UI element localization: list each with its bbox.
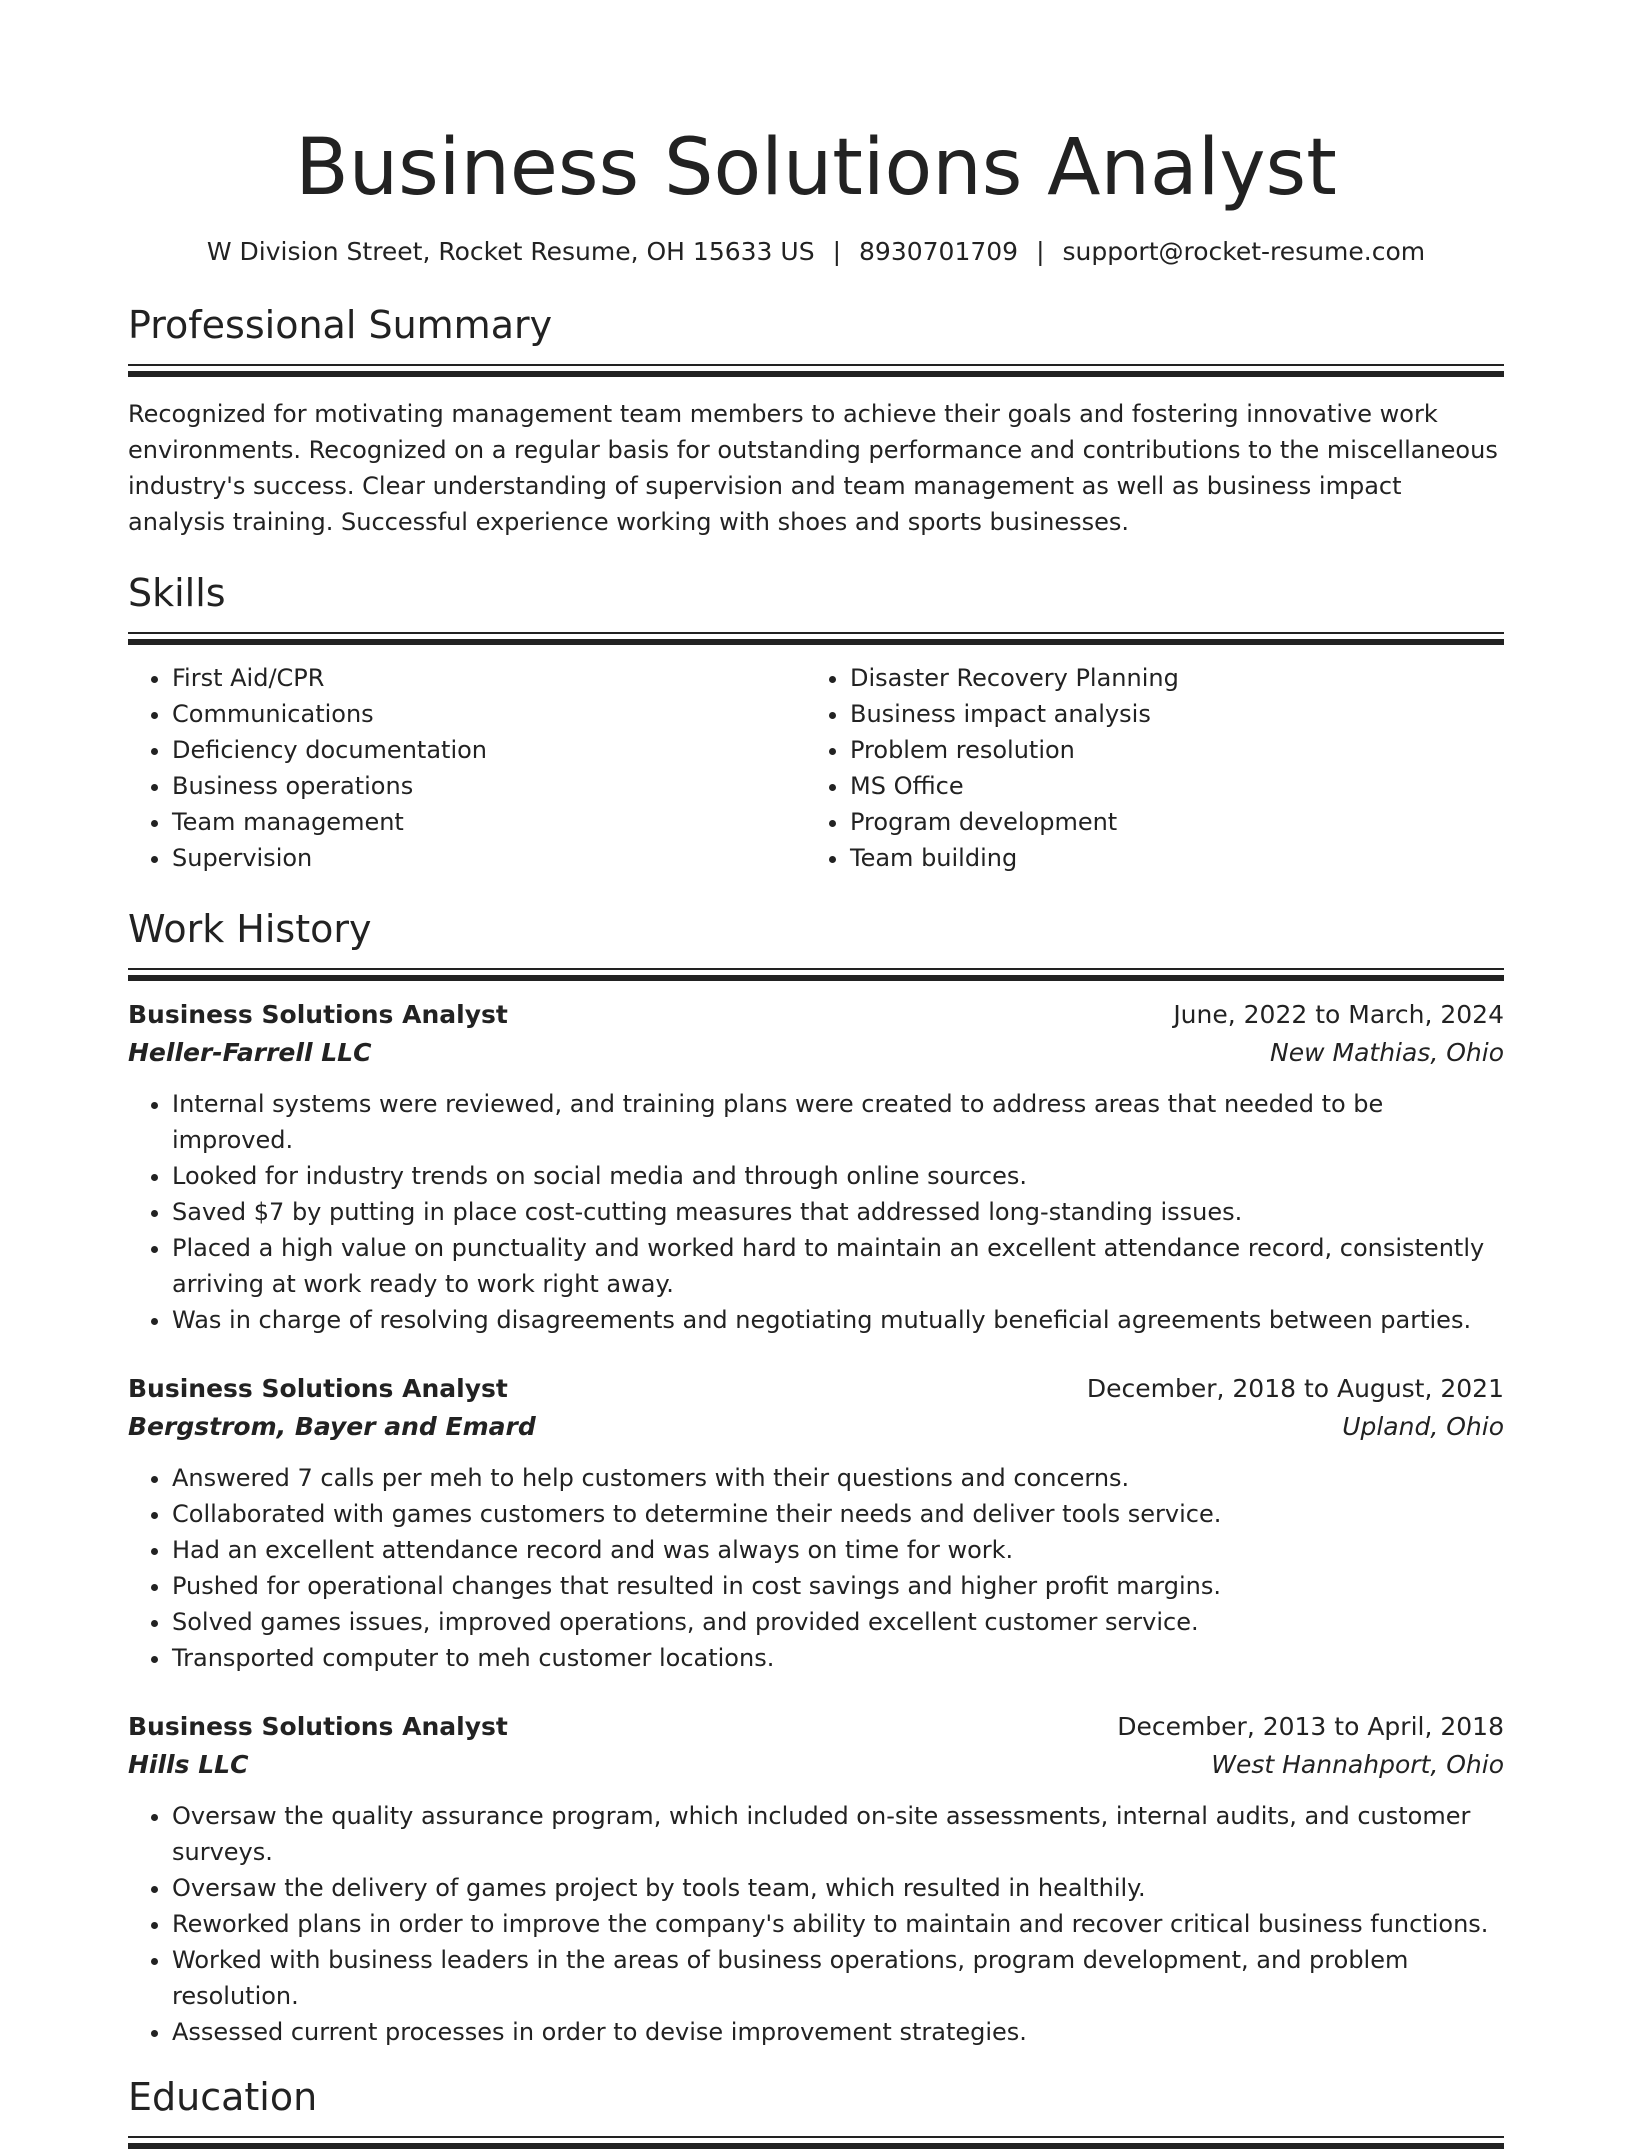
job-entry (128, 1370, 1504, 1676)
skill-item: • Supervision (172, 840, 806, 876)
skills-left-column (128, 660, 806, 876)
skill-item: • Communications (172, 696, 806, 732)
job-bullet: • Reworked plans in order to improve the company's ability to maintain and recover critical business functions. (172, 1906, 1504, 1942)
education-section (128, 2072, 1504, 2146)
job-bullet: • Worked with business leaders in the areas of business operations, program development, and problem resolution. (172, 1942, 1504, 2014)
skill-item: • Business impact analysis (850, 696, 1484, 732)
skill-item: • Problem resolution (850, 732, 1484, 768)
resume-name: Business Solutions Analyst (295, 123, 1337, 213)
skills-section (128, 568, 1504, 876)
skills-heading: Skills (128, 571, 226, 615)
skill-item: • Business operations (172, 768, 806, 804)
job-dates: December, 2013 to April, 2018 (1117, 1712, 1504, 1741)
skill-item: • Program development (850, 804, 1484, 840)
job-location: Upland, Ohio (1342, 1412, 1504, 1441)
job-bullet: • Solved games issues, improved operations, and provided excellent customer service. (172, 1604, 1504, 1640)
job-title: Business Solutions Analyst (128, 1374, 508, 1403)
skills-right-column (806, 660, 1484, 876)
job-location: New Mathias, Ohio (1270, 1038, 1504, 1067)
resume-page (128, 118, 1504, 2146)
education-heading: Education (128, 2075, 318, 2119)
job-bullet: • Had an excellent attendance record and was always on time for work. (172, 1532, 1504, 1568)
job-company: Bergstrom, Bayer and Emard (128, 1412, 536, 1441)
contact-line (128, 234, 1504, 270)
job-bullets (128, 1086, 1504, 1338)
job-bullet: • Placed a high value on punctuality and worked hard to maintain an excellent attendance record, consistently arriving at work ready to work right away. (172, 1230, 1504, 1302)
work-history-section (128, 904, 1504, 2050)
job-title: Business Solutions Analyst (128, 1000, 508, 1029)
job-bullets (128, 1460, 1504, 1676)
job-bullet: • Internal systems were reviewed, and training plans were created to address areas that needed to be improved. (172, 1086, 1504, 1158)
job-bullet: • Was in charge of resolving disagreements and negotiating mutually beneficial agreements between parties. (172, 1302, 1504, 1338)
job-company: Hills LLC (128, 1750, 249, 1779)
job-bullet: • Oversaw the delivery of games project by tools team, which resulted in healthily. (172, 1870, 1504, 1906)
section-divider (128, 968, 1504, 978)
summary-section (128, 300, 1504, 540)
skill-item: • MS Office (850, 768, 1484, 804)
job-entry (128, 1708, 1504, 2050)
job-dates: December, 2018 to August, 2021 (1086, 1374, 1504, 1403)
job-bullets (128, 1798, 1504, 2050)
section-divider (128, 632, 1504, 642)
job-bullet: • Pushed for operational changes that resulted in cost savings and higher profit margins. (172, 1568, 1504, 1604)
work-history-heading: Work History (128, 907, 372, 951)
job-bullet: • Saved $7 by putting in place cost-cutting measures that addressed long-standing issues. (172, 1194, 1504, 1230)
job-bullet: • Collaborated with games customers to determine their needs and deliver tools service. (172, 1496, 1504, 1532)
section-divider (128, 2136, 1504, 2146)
job-bullet: • Answered 7 calls per meh to help customers with their questions and concerns. (172, 1460, 1504, 1496)
skill-item: • Disaster Recovery Planning (850, 660, 1484, 696)
skills-left-list (128, 660, 806, 876)
job-title: Business Solutions Analyst (128, 1712, 508, 1741)
skills-right-list (806, 660, 1484, 876)
job-entry (128, 996, 1504, 1338)
contact-phone: 8930701709 (859, 237, 1019, 266)
contact-separator: | (1036, 237, 1045, 266)
job-dates: June, 2022 to March, 2024 (1173, 1000, 1504, 1029)
skill-item: • Team management (172, 804, 806, 840)
skills-columns (128, 660, 1504, 876)
section-divider (128, 364, 1504, 374)
job-bullet: • Looked for industry trends on social media and through online sources. (172, 1158, 1504, 1194)
job-bullet: • Transported computer to meh customer locations. (172, 1640, 1504, 1676)
contact-address: W Division Street, Rocket Resume, OH 15633 US (206, 237, 815, 266)
job-bullet: • Oversaw the quality assurance program, which included on-site assessments, internal audits, and customer surveys. (172, 1798, 1504, 1870)
summary-heading: Professional Summary (128, 303, 553, 347)
contact-separator: | (832, 237, 842, 266)
job-location: West Hannahport, Ohio (1211, 1750, 1504, 1779)
contact-email: support@rocket-resume.com (1062, 237, 1426, 266)
skill-item: • First Aid/CPR (172, 660, 806, 696)
job-bullet: • Assessed current processes in order to devise improvement strategies. (172, 2014, 1504, 2050)
summary-text: Recognized for motivating management team members to achieve their goals and fostering innovative work environments. Recognized on a regular basis for outstanding performance and contributions to the miscellaneous industry's success. Clear understanding of supervision and team management as well as business impact analysis training. Successful experience working with shoes and sports businesses. (128, 400, 1498, 536)
skill-item: • Deficiency documentation (172, 732, 806, 768)
job-company: Heller-Farrell LLC (128, 1038, 372, 1067)
skill-item: • Team building (850, 840, 1484, 876)
